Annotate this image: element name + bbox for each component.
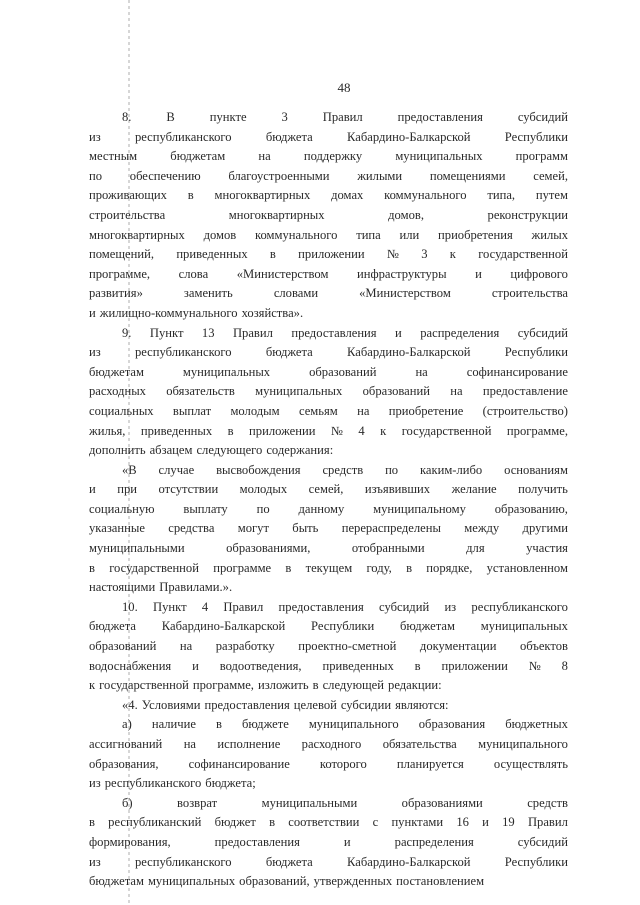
text-line: жилья, приведенных в приложении № 4 к государственной программе, <box>89 423 568 438</box>
text-line: 9. Пункт 13 Правил предоставления и распределения субсидий <box>122 325 568 340</box>
text-line: и жилищно-коммунального хозяйства». <box>89 305 304 320</box>
document-body <box>89 108 568 892</box>
text-line: из республиканского бюджета Кабардино-Балкарской Республики <box>89 129 568 144</box>
page-number: 48 <box>337 80 351 95</box>
paragraph-p10q <box>89 696 568 716</box>
text-line: водоснабжения и водоотведения, приведенных в приложении № 8 <box>89 658 568 673</box>
text-line: 8. В пункте 3 Правил предоставления субсидий <box>122 110 568 124</box>
text-line: бюджета Кабардино-Балкарской Республики бюджетам муниципальных <box>89 619 568 634</box>
text-line: развития» заменить словами «Министерством строительства <box>89 286 568 301</box>
text-line: указанные средства могут быть перераспределены между другими <box>89 521 568 536</box>
text-line: б) возврат муниципальными образованиями средств <box>122 795 568 810</box>
paragraph-p9q <box>89 461 568 598</box>
text-line: строительства многоквартирных домов, реконструкции <box>89 207 568 222</box>
text-line: в государственной программе в текущем году, в порядке, установленном <box>89 560 568 575</box>
paragraph-p10 <box>89 598 568 696</box>
text-line: расходных обязательств муниципальных образований на предоставление <box>89 384 568 399</box>
text-line: по обеспечению благоустроенными жилыми помещениями семей, <box>89 168 568 183</box>
text-line: социальных выплат молодым семьям на приобретение (строительство) <box>89 403 568 418</box>
text-line: образования, софинансирование которого планируется осуществлять <box>89 756 568 771</box>
text-line: из республиканского бюджета Кабардино-Балкарской Республики <box>89 854 568 869</box>
text-line: ассигнований на исполнение расходного обязательства муниципального <box>89 737 568 751</box>
paragraph-pa <box>89 715 568 793</box>
text-line: помещений, приведенных в приложении № 3 к государственной <box>89 247 568 262</box>
text-line: бюджетам муниципальных образований на софинансирование <box>89 364 568 379</box>
text-line: «4. Условиями предоставления целевой субсидии являются: <box>122 697 449 712</box>
text-line: муниципальными образованиями, отобранными для участия <box>89 541 568 556</box>
text-line: и при отсутствии молодых семей, изъявивших желание получить <box>89 482 568 497</box>
text-line: из республиканского бюджета; <box>89 776 256 791</box>
text-line: настоящими Правилами.». <box>89 580 233 595</box>
paragraph-pb <box>89 794 568 892</box>
text-line: к государственной программе, изложить в следующей редакции: <box>89 678 442 693</box>
text-line: местным бюджетам на поддержку муниципальных программ <box>89 149 568 164</box>
text-line: из республиканского бюджета Кабардино-Балкарской Республики <box>89 345 568 360</box>
text-line: а) наличие в бюджете муниципального образования бюджетных <box>122 717 568 732</box>
text-line: в республиканский бюджет в соответствии с пунктами 16 и 19 Правил <box>89 815 568 830</box>
paragraph-p9 <box>89 324 568 461</box>
text-line: программе, слова «Министерством инфраструктуры и цифрового <box>89 266 568 281</box>
text-line: социальную выплату по данному муниципальному образованию, <box>89 501 568 516</box>
text-line: многоквартирных домов коммунального типа или приобретения жилых <box>89 227 568 242</box>
text-line: 10. Пункт 4 Правил предоставления субсидий из республиканского <box>122 599 568 614</box>
text-line: бюджетам муниципальных образований, утвержденных постановлением <box>89 874 485 889</box>
text-line: дополнить абзацем следующего содержания: <box>89 443 334 458</box>
text-line: образований на разработку проектно-сметной документации объектов <box>89 639 568 654</box>
paragraph-p8 <box>89 108 568 324</box>
text-line: формирования, предоставления и распределения субсидий <box>89 834 568 849</box>
text-line: «В случае высвобождения средств по каким-либо основаниям <box>122 462 568 477</box>
text-line: проживающих в многоквартирных домах коммунального типа, путем <box>89 188 568 203</box>
